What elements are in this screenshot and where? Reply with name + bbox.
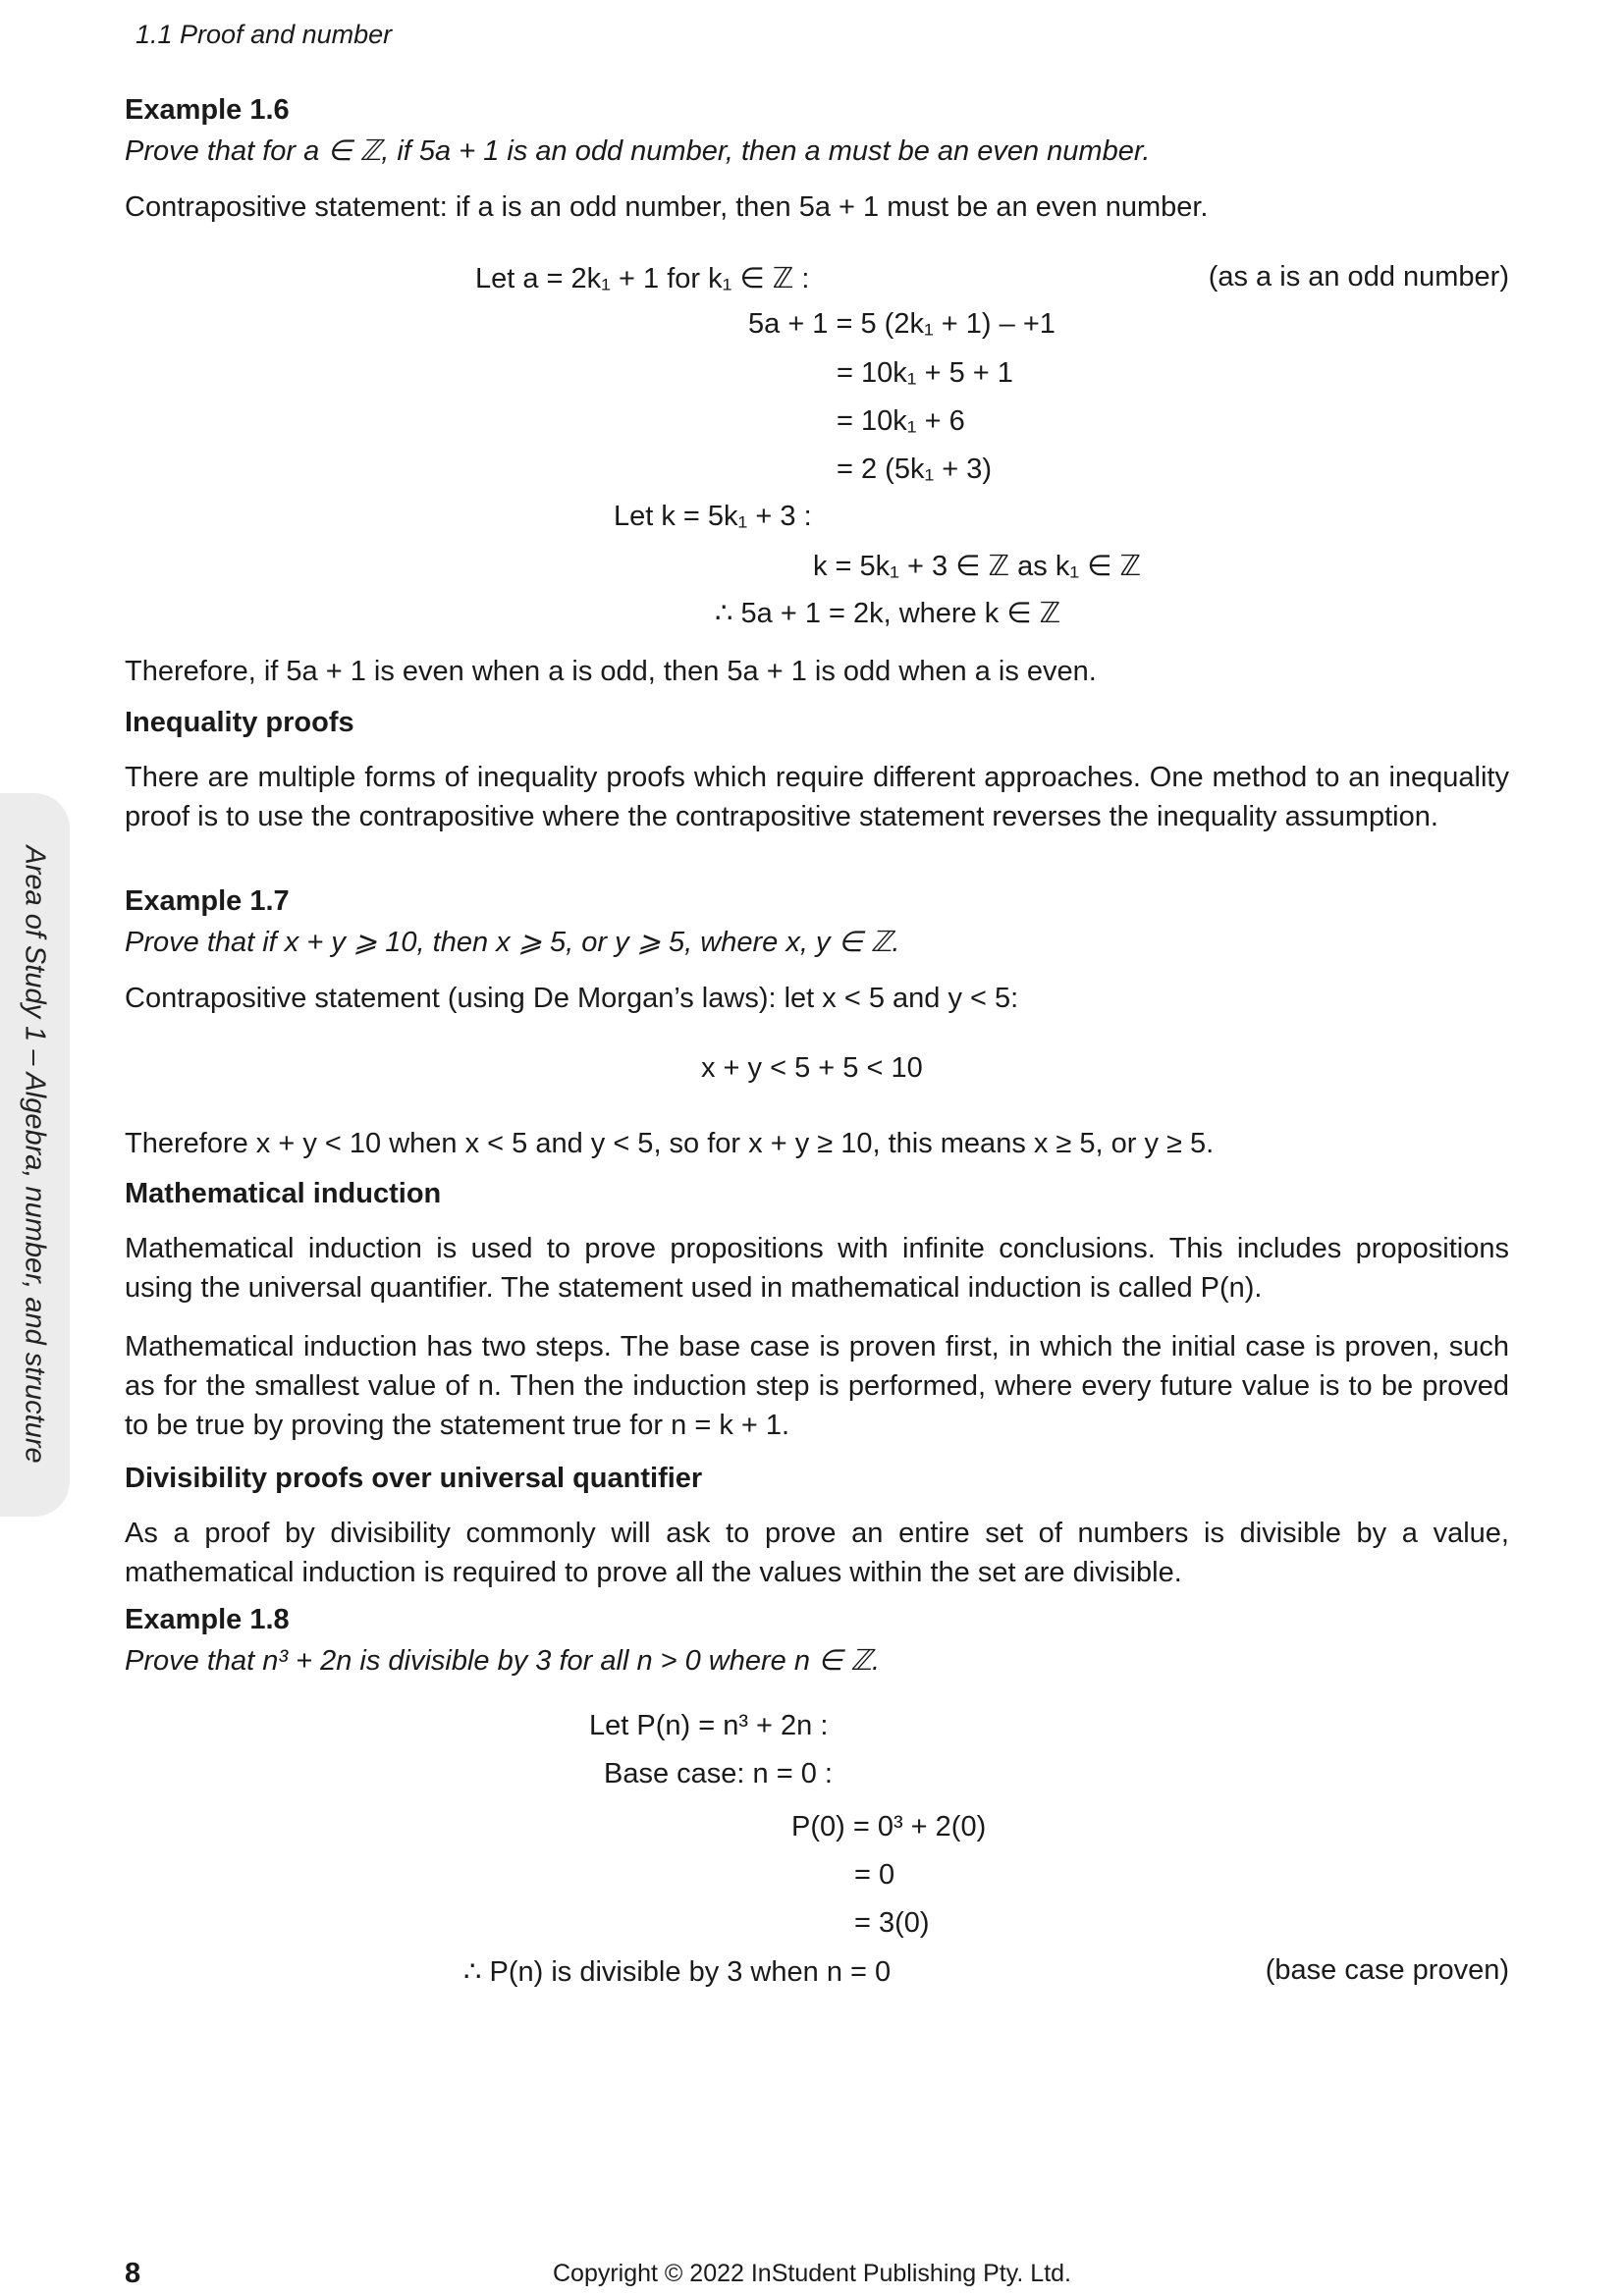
math-line: P(0) = 0³ + 2(0) <box>791 1811 987 1842</box>
paragraph-divisibility: As a proof by divisibility commonly will ask to prove an entire set of numbers is divisible by a value, mathematical induction is required to prove all the values within the set are divisible. <box>125 1518 1509 1588</box>
example-1-6-statement: Prove that for a ∈ ℤ, if 5a + 1 is an odd number, then a must be an even number. <box>125 135 1151 167</box>
math-line: ∴ 5a + 1 = 2k, where k ∈ ℤ <box>715 598 1061 629</box>
running-header: 1.1 Proof and number <box>135 20 393 49</box>
copyright: Copyright © 2022 InStudent Publishing Pty. Ltd. <box>552 2260 1071 2287</box>
example-1-6-title: Example 1.6 <box>125 94 290 126</box>
math-line: = 10k₁ + 6 <box>837 405 965 437</box>
example-1-6-conclusion: Therefore, if 5a + 1 is even when a is odd, then 5a + 1 is odd when a is even. <box>125 656 1097 687</box>
math-line: x + y < 5 + 5 < 10 <box>701 1052 923 1084</box>
math-line: k = 5k₁ + 3 ∈ ℤ as k₁ ∈ ℤ <box>813 551 1142 582</box>
math-line: Let k = 5k₁ + 3 : <box>614 501 812 532</box>
example-1-8-title: Example 1.8 <box>125 1604 290 1635</box>
heading-divisibility-proofs: Divisibility proofs over universal quantifier <box>125 1463 703 1494</box>
math-note: (base case proven) <box>1265 1954 1509 1986</box>
math-line: Let P(n) = n³ + 2n : <box>589 1710 829 1741</box>
math-note: (as a is an odd number) <box>1208 261 1509 293</box>
math-line: ∴ P(n) is divisible by 3 when n = 0 <box>463 1956 892 1988</box>
heading-mathematical-induction: Mathematical induction <box>125 1178 442 1209</box>
example-1-7-contrapositive: Contrapositive statement (using De Morgan’s laws): let x < 5 and y < 5: <box>125 983 1019 1014</box>
heading-inequality-proofs: Inequality proofs <box>125 707 354 738</box>
math-line: = 0 <box>854 1859 895 1891</box>
paragraph-induction-2: Mathematical induction has two steps. The base case is proven first, in which the initial case is proven, such as for the smallest value of n. Then the induction step is performed, where every future value is to be proved to be true by proving the statement true for n = k + 1. <box>125 1331 1509 1441</box>
example-1-8-statement: Prove that n³ + 2n is divisible by 3 for all n > 0 where n ∈ ℤ. <box>125 1645 881 1677</box>
math-line: = 10k₁ + 5 + 1 <box>837 357 1013 389</box>
example-1-7-conclusion: Therefore x + y < 10 when x < 5 and y < 5, so for x + y ≥ 10, this means x ≥ 5, or y ≥ 5. <box>125 1128 1215 1159</box>
example-1-6-contrapositive: Contrapositive statement: if a is an odd number, then 5a + 1 must be an even number. <box>125 191 1209 223</box>
paragraph-inequality: There are multiple forms of inequality proofs which require different approaches. One method to an inequality proof is to use the contrapositive where the contrapositive statement reverses the inequality assumption. <box>125 762 1509 832</box>
math-line: Base case: n = 0 : <box>604 1758 833 1789</box>
example-1-7-title: Example 1.7 <box>125 885 290 917</box>
example-1-7-statement: Prove that if x + y ⩾ 10, then x ⩾ 5, or y ⩾ 5, where x, y ∈ ℤ. <box>125 927 900 958</box>
paragraph-induction-1: Mathematical induction is used to prove propositions with infinite conclusions. This includes propositions using the universal quantifier. The statement used in mathematical induction is called P(n). <box>125 1233 1509 1304</box>
side-tab-label: Area of Study 1 – Algebra, number, and structure <box>19 845 51 1464</box>
math-line: = 3(0) <box>854 1907 930 1939</box>
math-line: 5a + 1 = 5 (2k₁ + 1) – +1 <box>748 308 1056 340</box>
page-number: 8 <box>125 2258 141 2289</box>
math-line: Let a = 2k₁ + 1 for k₁ ∈ ℤ : <box>475 263 810 294</box>
math-line: = 2 (5k₁ + 3) <box>837 454 993 485</box>
